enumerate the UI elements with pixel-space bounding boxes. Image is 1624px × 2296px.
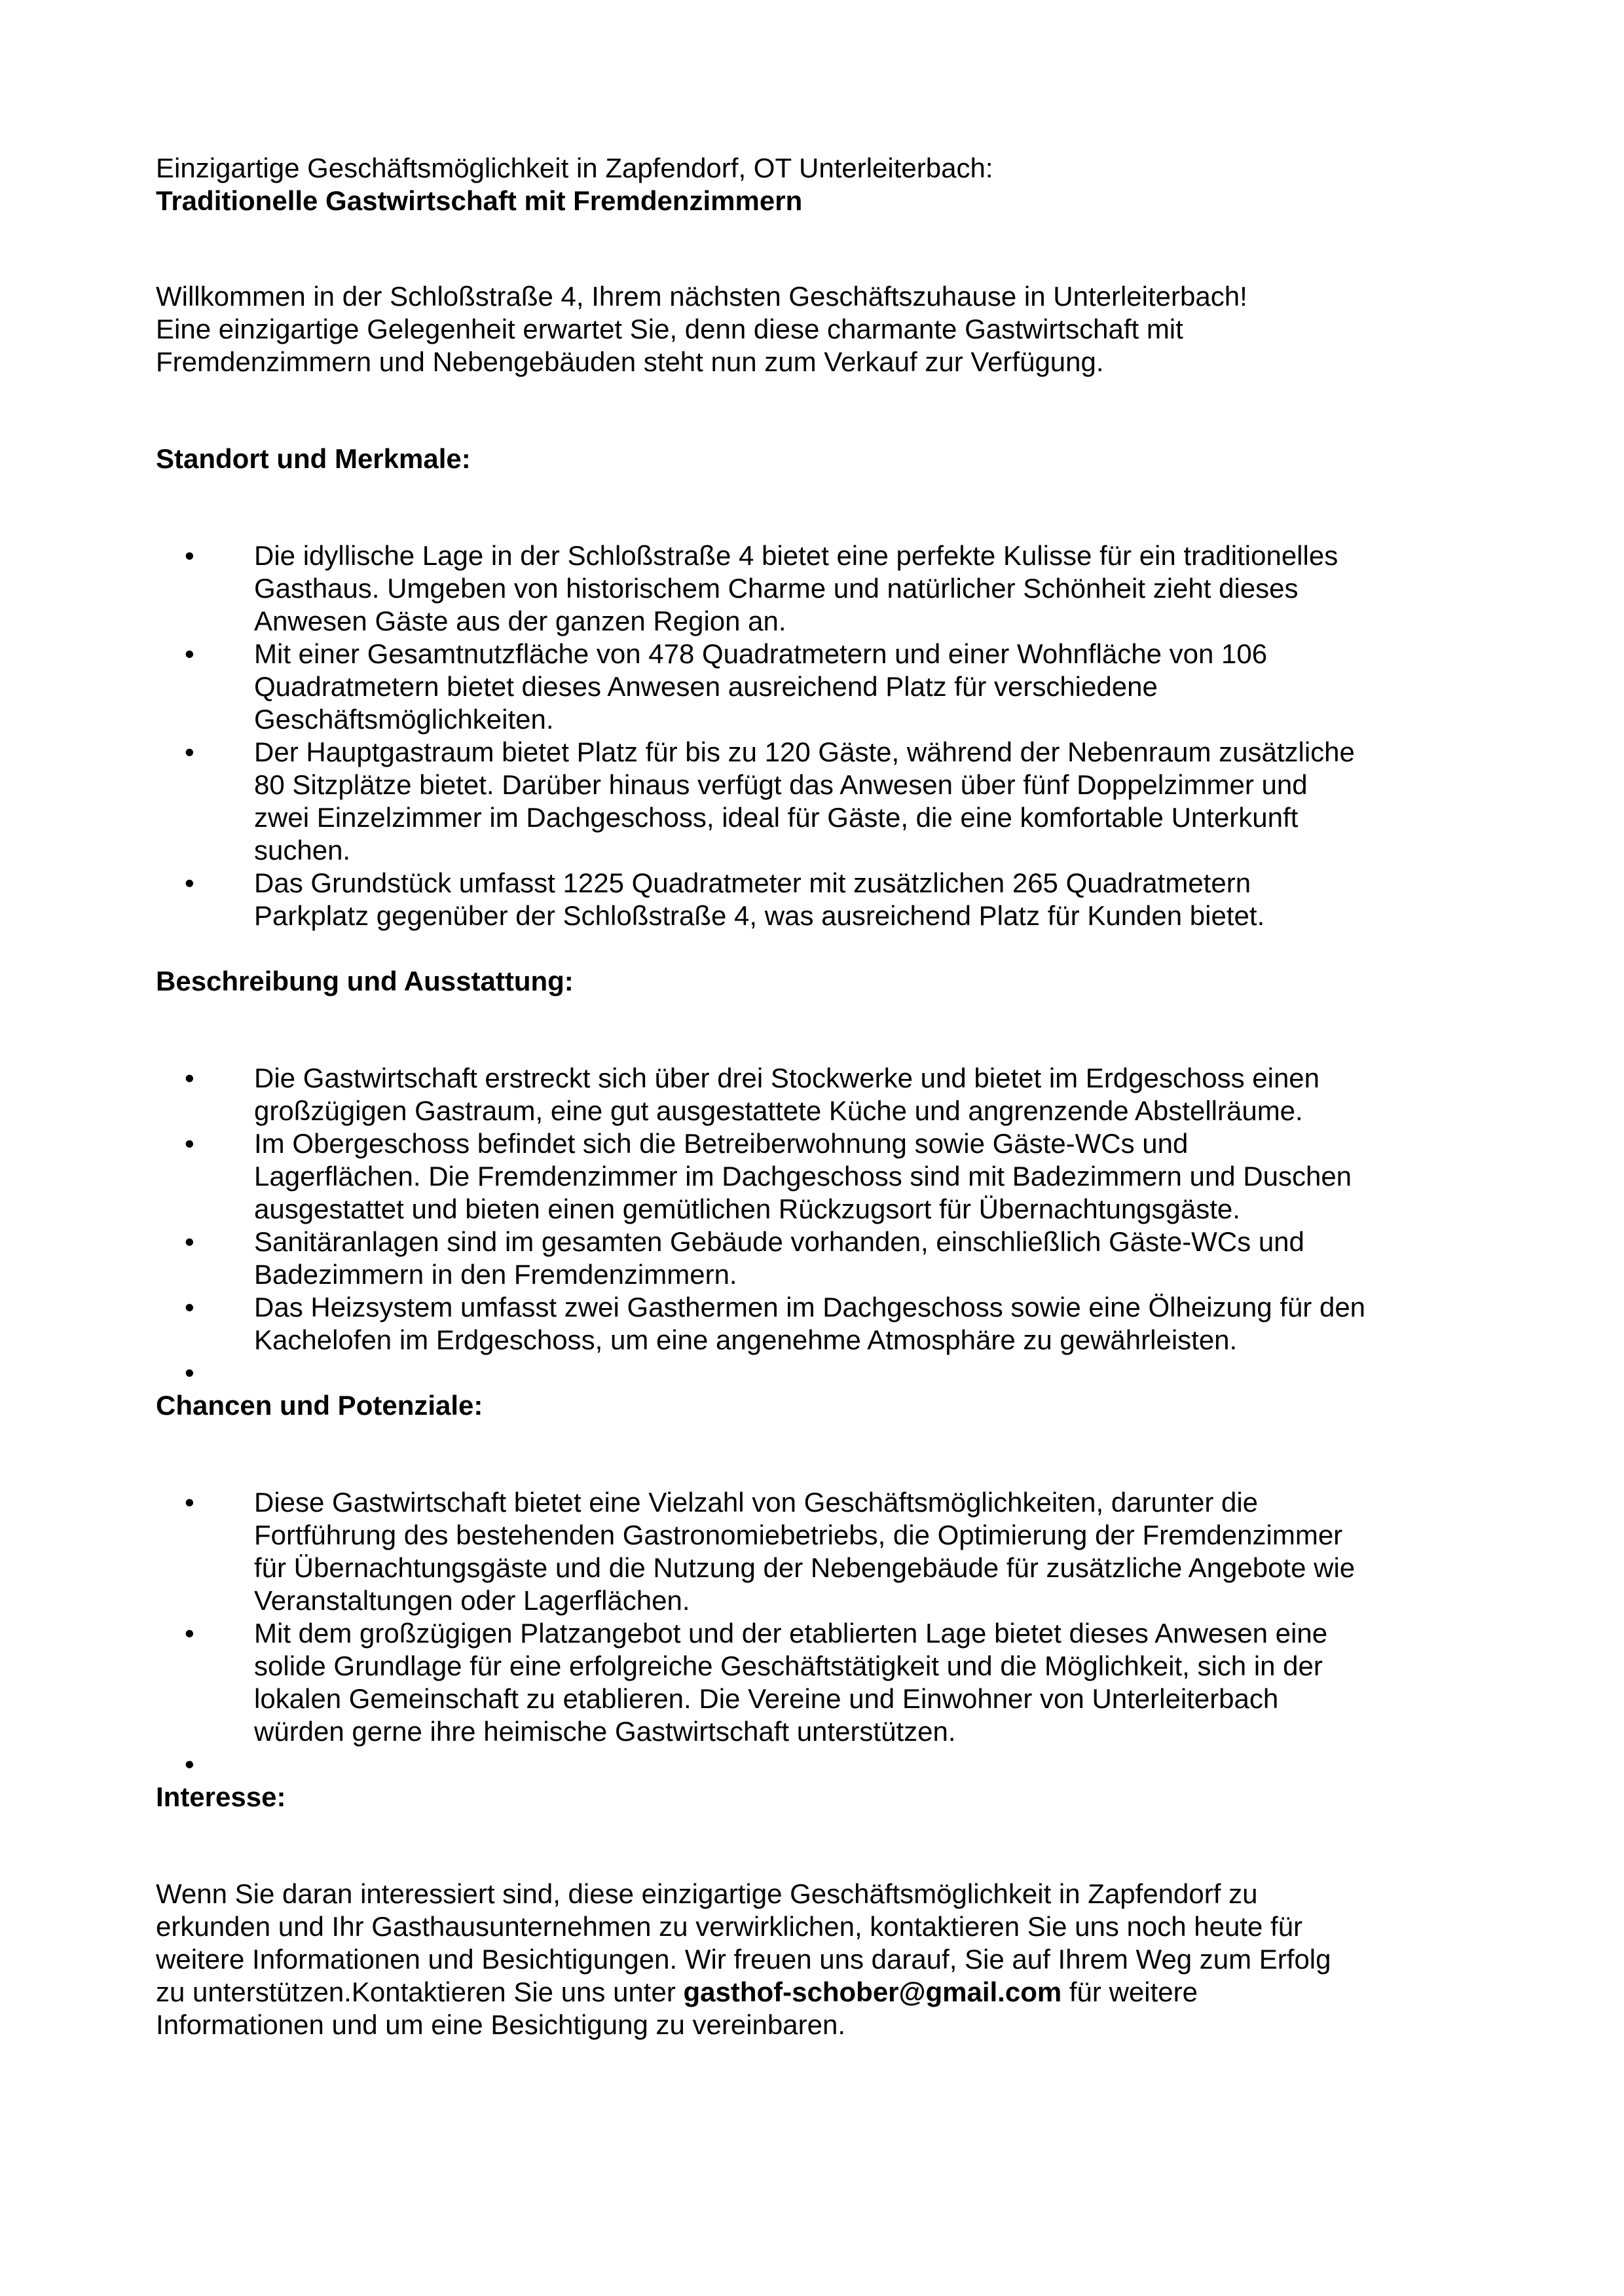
- interest-text: für weitere: [1061, 1977, 1198, 2007]
- list-item-line: Die idyllische Lage in der Schloßstraße 4 bietet eine perfekte Kulisse für ein traditionelles: [254, 540, 1338, 571]
- bullet-icon: •: [185, 1618, 194, 1649]
- contact-email: gasthof-schober@gmail.com: [683, 1977, 1062, 2007]
- welcome-paragraph: [156, 280, 1492, 378]
- list-item-line: lokalen Gemeinschaft zu etablieren. Die Vereine und Einwohner von Unterleiterbach: [254, 1683, 1279, 1714]
- list-item-line: solide Grundlage für eine erfolgreiche Geschäftstätigkeit und die Möglichkeit, sich in der: [254, 1650, 1323, 1681]
- list-item-line: Das Grundstück umfasst 1225 Quadratmeter mit zusätzlichen 265 Quadratmetern: [254, 867, 1251, 898]
- list-item-line: ausgestattet und bieten einen gemütlichen Rückzugsort für Übernachtungsgäste.: [254, 1194, 1240, 1224]
- welcome-line: Fremdenzimmern und Nebengebäuden steht nun zum Verkauf zur Verfügung.: [156, 346, 1104, 377]
- list-item: [156, 1062, 1492, 1127]
- interest-line: Informationen und um eine Besichtigung zu vereinbaren.: [156, 2009, 845, 2040]
- list-item: [156, 638, 1492, 736]
- interest-paragraph: [156, 1878, 1492, 2041]
- list-item-line: Gasthaus. Umgeben von historischem Charme und natürlicher Schönheit zieht dieses: [254, 573, 1299, 604]
- section-standort: [156, 443, 1492, 932]
- list-item-line: Der Hauptgastraum bietet Platz für bis zu 120 Gäste, während der Nebenraum zusätzliche: [254, 737, 1355, 767]
- list-item: [156, 1486, 1492, 1617]
- list-item-line: Geschäftsmöglichkeiten.: [254, 704, 554, 735]
- list-item: [156, 1291, 1492, 1357]
- intro-line: Einzigartige Geschäftsmöglichkeit in Zapfendorf, OT Unterleiterbach:: [156, 153, 993, 183]
- bullet-icon: •: [185, 1226, 194, 1257]
- section-heading: Beschreibung und Ausstattung:: [156, 966, 574, 996]
- list-item-line: Das Heizsystem umfasst zwei Gasthermen im Dachgeschoss sowie eine Ölheizung für den: [254, 1292, 1366, 1322]
- list-item-line: Sanitäranlagen sind im gesamten Gebäude vorhanden, einschließlich Gäste-WCs und: [254, 1226, 1304, 1257]
- bullet-list: [156, 539, 1492, 932]
- section-heading: Chancen und Potenziale:: [156, 1390, 483, 1421]
- section-heading: Interesse:: [156, 1781, 286, 1812]
- bullet-icon: •: [185, 737, 194, 767]
- list-item-line: Parkplatz gegenüber der Schloßstraße 4, was ausreichend Platz für Kunden bietet.: [254, 900, 1265, 931]
- empty-list-item: [156, 1748, 1492, 1781]
- bullet-icon: •: [185, 540, 194, 571]
- list-item-line: Im Obergeschoss befindet sich die Betreiberwohnung sowie Gäste-WCs und: [254, 1128, 1189, 1159]
- bullet-icon: •: [185, 1292, 194, 1322]
- interest-line: erkunden und Ihr Gasthausunternehmen zu verwirklichen, kontaktieren Sie uns noch heute für: [156, 1911, 1303, 1942]
- list-item-line: 80 Sitzplätze bietet. Darüber hinaus verfügt das Anwesen über fünf Doppelzimmer und: [254, 769, 1308, 800]
- empty-list-item: [156, 1357, 1492, 1389]
- list-item-line: Veranstaltungen oder Lagerflächen.: [254, 1585, 690, 1616]
- list-item: [156, 867, 1492, 932]
- list-item-line: Mit dem großzügigen Platzangebot und der etablierten Lage bietet dieses Anwesen eine: [254, 1618, 1328, 1649]
- bullet-list: [156, 1062, 1492, 1389]
- interest-line: [156, 1976, 1492, 2009]
- interest-line: Wenn Sie daran interessiert sind, diese einzigartige Geschäftsmöglichkeit in Zapfendorf zu: [156, 1878, 1258, 1909]
- welcome-line: Eine einzigartige Gelegenheit erwartet Sie, denn diese charmante Gastwirtschaft mit: [156, 314, 1183, 344]
- list-item-line: zwei Einzelzimmer im Dachgeschoss, ideal für Gäste, die eine komfortable Unterkunft: [254, 802, 1299, 833]
- list-item-line: Diese Gastwirtschaft bietet eine Vielzahl von Geschäftsmöglichkeiten, darunter die: [254, 1487, 1259, 1518]
- list-item: [156, 1127, 1492, 1226]
- list-item-line: Lagerflächen. Die Fremdenzimmer im Dachgeschoss sind mit Badezimmern und Duschen: [254, 1161, 1352, 1192]
- bullet-icon: •: [185, 638, 194, 669]
- bullet-icon: •: [185, 1749, 194, 1779]
- list-item-line: Mit einer Gesamtnutzfläche von 478 Quadratmetern und einer Wohnfläche von 106: [254, 638, 1268, 669]
- interest-line: weitere Informationen und Besichtigungen. Wir freuen uns darauf, Sie auf Ihrem Weg zum Erfolg: [156, 1944, 1331, 1975]
- section-beschreibung: [156, 965, 1492, 1389]
- list-item-line: großzügigen Gastraum, eine gut ausgestattete Küche und angrenzende Abstellräume.: [254, 1095, 1303, 1126]
- bullet-icon: •: [185, 1063, 194, 1093]
- list-item-line: Anwesen Gäste aus der ganzen Region an.: [254, 606, 786, 636]
- list-item-line: würden gerne ihre heimische Gastwirtschaft unterstützen.: [254, 1716, 956, 1747]
- bullet-icon: •: [185, 1357, 194, 1388]
- bullet-icon: •: [185, 1487, 194, 1518]
- list-item: [156, 736, 1492, 867]
- welcome-line: Willkommen in der Schloßstraße 4, Ihrem nächsten Geschäftszuhause in Unterleiterbach!: [156, 281, 1247, 312]
- list-item-line: Quadratmetern bietet dieses Anwesen ausreichend Platz für verschiedene: [254, 671, 1158, 702]
- list-item-line: suchen.: [254, 835, 351, 866]
- list-item: [156, 1226, 1492, 1291]
- list-item: [156, 539, 1492, 638]
- list-item-line: Fortführung des bestehenden Gastronomiebetriebs, die Optimierung der Fremdenzimmer: [254, 1520, 1343, 1550]
- interest-text: zu unterstützen.Kontaktieren Sie uns unter: [156, 1977, 684, 2007]
- bullet-icon: •: [185, 867, 194, 898]
- list-item-line: Die Gastwirtschaft erstreckt sich über drei Stockwerke und bietet im Erdgeschoss einen: [254, 1063, 1320, 1093]
- list-item-line: für Übernachtungsgäste und die Nutzung der Nebengebäude für zusätzliche Angebote wie: [254, 1552, 1356, 1583]
- section-chancen: [156, 1389, 1492, 1781]
- section-interesse: [156, 1781, 1492, 2041]
- section-heading: Standort und Merkmale:: [156, 443, 471, 474]
- bullet-icon: •: [185, 1128, 194, 1159]
- list-item-line: Kachelofen im Erdgeschoss, um eine angenehme Atmosphäre zu gewährleisten.: [254, 1324, 1238, 1355]
- document-page: [156, 152, 1492, 2041]
- document-title: Traditionelle Gastwirtschaft mit Fremdenzimmern: [156, 185, 803, 216]
- list-item-line: Badezimmern in den Fremdenzimmern.: [254, 1259, 737, 1290]
- list-item: [156, 1617, 1492, 1748]
- bullet-list: [156, 1486, 1492, 1781]
